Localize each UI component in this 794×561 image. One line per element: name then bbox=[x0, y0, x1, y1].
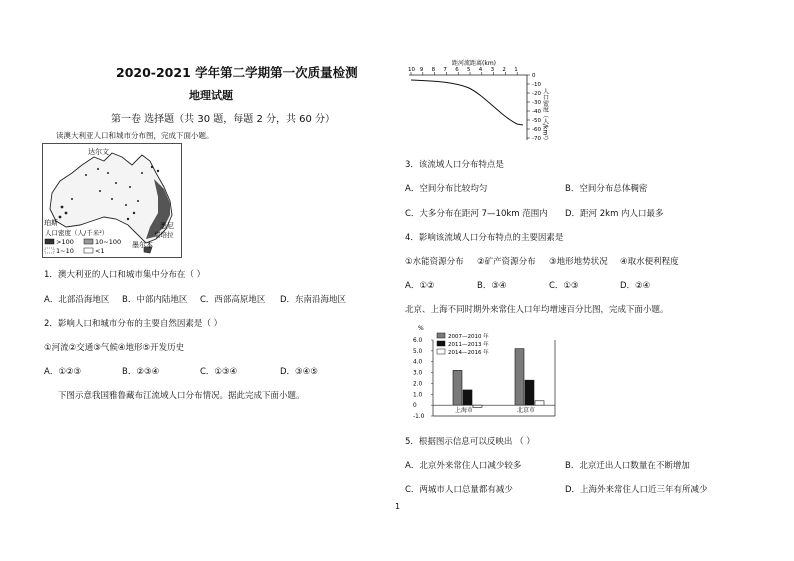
line-xtick-label: 6 bbox=[455, 67, 459, 73]
line-xtick-label: 7 bbox=[443, 67, 447, 73]
q4-option-a[interactable]: A．①② bbox=[405, 281, 435, 291]
line-ytick-label: -20 bbox=[532, 91, 541, 97]
legend-label-2: 2014—2016 年 bbox=[448, 350, 489, 356]
line-ytick-label: -60 bbox=[532, 127, 541, 133]
q5-stem: 5．根据图示信息可以反映出 （ ） bbox=[405, 437, 535, 447]
line-ytick-label: -40 bbox=[532, 109, 541, 115]
line-xtick-label: 3 bbox=[490, 67, 495, 73]
page-number: 1 bbox=[395, 502, 401, 511]
map-label-sydney: 悉尼 bbox=[160, 222, 174, 230]
legend-label-1: 2011—2013 年 bbox=[448, 342, 489, 348]
bar-ytick-label: 0 bbox=[413, 403, 417, 410]
australia-map bbox=[42, 143, 182, 258]
legend-dense: >100 bbox=[56, 238, 74, 246]
line-ytick-label: 0 bbox=[532, 73, 536, 79]
q4-factor-4: ④取水便利程度 bbox=[620, 257, 679, 267]
line-xlabel: 距河流距离(km) bbox=[452, 60, 497, 67]
q5-option-d[interactable]: D．上海外来常住人口近三年有所减少 bbox=[565, 485, 708, 495]
bar-ytick-label: 5.0 bbox=[413, 348, 423, 355]
legend-swatch-0 bbox=[437, 333, 445, 338]
line-ytick-label: -50 bbox=[532, 118, 541, 124]
q4-option-d[interactable]: D．②④ bbox=[620, 281, 651, 291]
q1-option-b[interactable]: B．中部内陆地区 bbox=[122, 295, 188, 305]
q4-option-c[interactable]: C．①③ bbox=[549, 281, 579, 291]
q2-option-c[interactable]: C．①③④ bbox=[200, 367, 238, 377]
q3-option-d[interactable]: D．距河 2km 内人口最多 bbox=[565, 209, 664, 219]
map-label-darwin: 达尔文 bbox=[88, 148, 109, 156]
legend-swatch-1 bbox=[437, 341, 445, 346]
intro-yarlung: 下图示意我国雅鲁藏布江流域人口分布情况。据此完成下面小题。 bbox=[58, 391, 305, 401]
bar-0-1 bbox=[463, 390, 472, 405]
q4-stem: 4．影响该流域人口分布特点的主要因素是 bbox=[405, 233, 564, 243]
subject-title: 地理试题 bbox=[189, 89, 233, 102]
q2-stem: 2．影响人口和城市分布的主要自然因素是（ ） bbox=[44, 319, 223, 329]
q1-option-a[interactable]: A．北部沿海地区 bbox=[44, 295, 110, 305]
q4-factor-1: ①水能资源分布 bbox=[405, 257, 464, 267]
section-heading: 第一卷 选择题（共 30 题，每题 2 分，共 60 分） bbox=[111, 114, 336, 125]
line-xtick-label: 1 bbox=[514, 67, 518, 73]
line-xtick-label: 2 bbox=[502, 67, 506, 73]
line-xtick-label: 4 bbox=[478, 67, 483, 73]
line-ylabel: 人口密度（人/km²） bbox=[541, 88, 549, 144]
q4-factor-2: ②矿产资源分布 bbox=[477, 257, 536, 267]
q5-option-c[interactable]: C．两城市人口总量都有减少 bbox=[405, 485, 513, 495]
q5-option-a[interactable]: A．北京外来常住人口减少较多 bbox=[405, 461, 522, 471]
q4-option-b[interactable]: B．③④ bbox=[477, 281, 507, 291]
q3-option-c[interactable]: C．大多分布在距河 7—10km 范围内 bbox=[405, 209, 548, 219]
q1-option-c[interactable]: C．西部高原地区 bbox=[200, 295, 266, 305]
q2-option-b[interactable]: B．②③④ bbox=[122, 367, 160, 377]
q5-option-b[interactable]: B．北京迁出人口数量在不断增加 bbox=[565, 461, 690, 471]
legend-label-0: 2007—2010 年 bbox=[448, 334, 489, 340]
migration-bar-chart bbox=[405, 322, 565, 422]
bar-0-2 bbox=[473, 405, 482, 407]
q2-option-a[interactable]: A．①②③ bbox=[44, 367, 82, 377]
legend-sparse: 1~10 bbox=[56, 247, 74, 255]
line-ytick-label: -30 bbox=[532, 100, 541, 106]
bar-ytick-label: -1.0 bbox=[413, 414, 425, 420]
map-label-canberra: 堪培拉 bbox=[154, 231, 174, 239]
legend-swatch-2 bbox=[437, 349, 445, 354]
bar-category-label: 上海市 bbox=[455, 407, 474, 414]
q2-option-d[interactable]: D．③④⑤ bbox=[280, 367, 318, 377]
map-label-perth: 珀斯 bbox=[44, 219, 58, 227]
line-xtick-label: 10 bbox=[408, 67, 415, 73]
q4-factor-3: ③地形地势状况 bbox=[549, 257, 608, 267]
line-xtick-label: 9 bbox=[419, 67, 424, 73]
q2-factors: ①河流②交通③气候④地形⑤开发历史 bbox=[44, 343, 185, 353]
q1-stem: 1．澳大利亚的人口和城市集中分布在（ ） bbox=[44, 270, 206, 280]
map-label-melbourne: 墨尔本 bbox=[132, 241, 153, 249]
q3-option-b[interactable]: B．空间分布总体稠密 bbox=[565, 184, 648, 194]
bar-ytick-label: 1.0 bbox=[413, 392, 423, 399]
q1-option-d[interactable]: D．东南沿海地区 bbox=[280, 295, 347, 305]
line-xtick-label: 8 bbox=[431, 67, 436, 73]
bar-ytick-label: 3.0 bbox=[413, 370, 423, 377]
bar-ytick-label: 2.0 bbox=[413, 381, 423, 388]
line-xtick-label: 5 bbox=[467, 67, 471, 73]
bar-1-2 bbox=[535, 401, 544, 405]
bar-category-label: 北京市 bbox=[517, 407, 536, 414]
q3-option-a[interactable]: A．空间分布比较均匀 bbox=[405, 184, 488, 194]
bar-0-0 bbox=[453, 370, 462, 405]
intro-australia: 读澳大利亚人口和城市分布图，完成下面小题。 bbox=[56, 131, 214, 140]
bar-1-0 bbox=[515, 349, 524, 405]
population-curve bbox=[411, 80, 523, 125]
line-ytick-label: -70 bbox=[532, 136, 541, 142]
q3-stem: 3．该流域人口分布特点是 bbox=[405, 160, 504, 170]
intro-migration: 北京、上海不同时期外来常住人口年均增速百分比图，完成下面小题。 bbox=[405, 305, 669, 315]
legend-title: 人口密度（人/千米²） bbox=[45, 229, 109, 237]
yarlung-population-chart bbox=[405, 58, 565, 146]
legend-empty: <1 bbox=[95, 247, 105, 255]
bar-ylabel: % bbox=[418, 325, 424, 332]
bar-ytick-label: 4.0 bbox=[413, 359, 423, 366]
line-ytick-label: -10 bbox=[532, 82, 541, 88]
bar-1-1 bbox=[525, 380, 534, 405]
exam-title: 2020-2021 学年第二学期第一次质量检测 bbox=[116, 65, 358, 80]
legend-medium: 10~100 bbox=[95, 238, 122, 246]
bar-ytick-label: 6.0 bbox=[413, 338, 423, 344]
